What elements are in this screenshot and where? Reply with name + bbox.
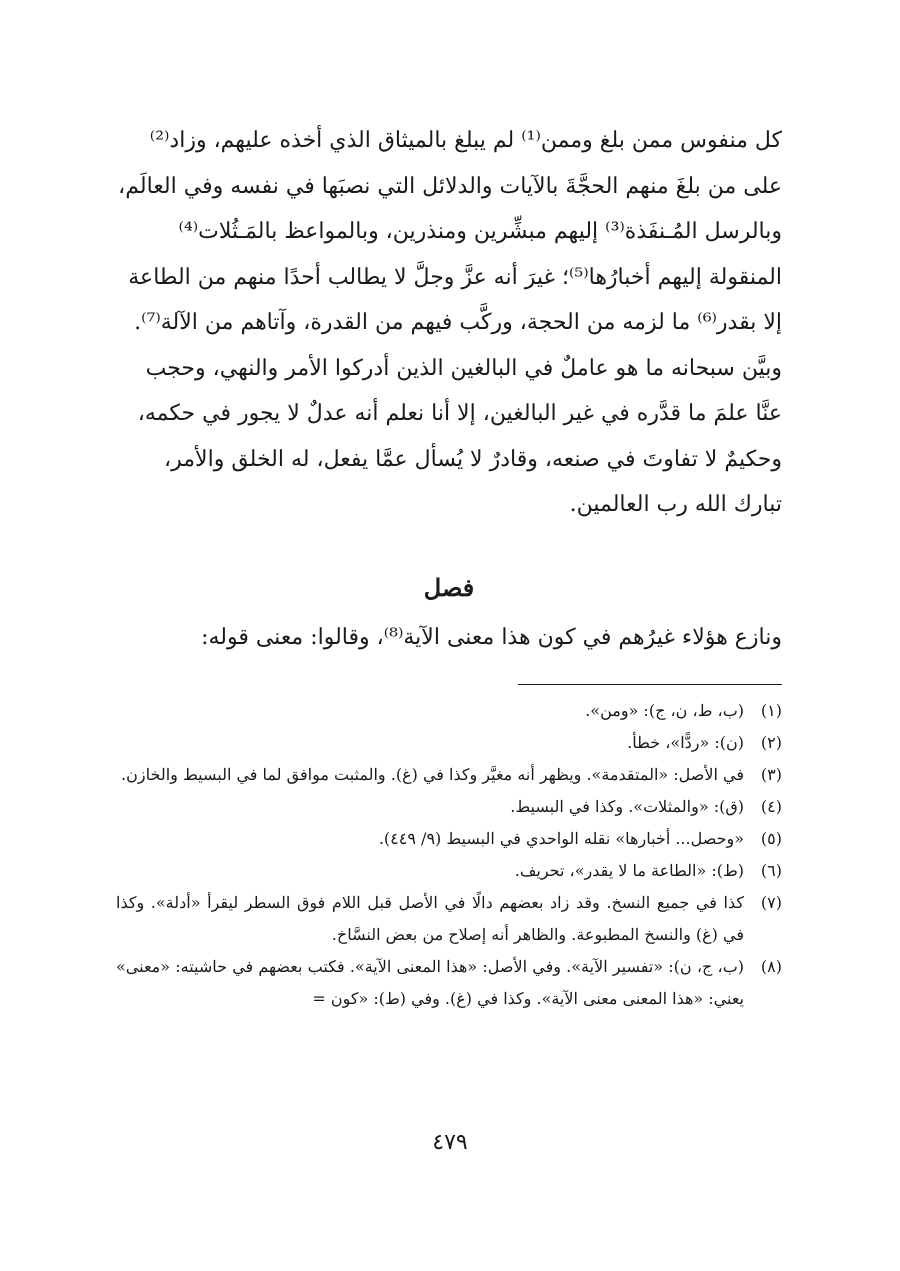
footnote-number: (٥) [760, 828, 782, 848]
footnote-number: (٦) [760, 860, 782, 880]
footnote-number: (٨) [760, 956, 782, 976]
footnote [116, 791, 782, 823]
main-body-text [116, 118, 782, 528]
footnote-text: (ب، ج، ن): «تفسير الآية». وفي الأصل: «هذا المعنى الآية». فكتب بعضهم في حاشيته: «معنى» يعني: «هذا المعنى معنى الآية». وكذا في (غ). وفي (ط): «كون = [116, 956, 744, 1008]
body-line: على من بلغَ منهم الحجَّةَ بالآيات والدلائل التي نصبَها في نفسه وفي العالَم، [118, 173, 782, 199]
footnote-number: (٧) [760, 892, 782, 912]
footnote-number: (٤) [760, 796, 782, 816]
footnote-separator [518, 684, 782, 685]
footnote [116, 951, 782, 1015]
footnote [116, 727, 782, 759]
footnote-text: (ن): «ردًّا»، خطأ. [627, 732, 744, 752]
footnote-text: (ط): «الطاعة ما لا يقدر»، تحريف. [514, 860, 744, 880]
footnote [116, 855, 782, 887]
book-page [116, 118, 782, 1015]
section-first-line: ونازع هؤلاء غيرُهم في كون هذا معنى الآية⁽⁸⁾، وقالوا: معنى قوله: [201, 624, 782, 650]
footnote [116, 823, 782, 855]
footnote-text: (ق): «والمثلات». وكذا في البسيط. [510, 796, 744, 816]
body-line: تبارك الله رب العالمين. [569, 492, 782, 517]
footnote [116, 887, 782, 951]
footnote-text: «وحصل... أخبارها» نقله الواحدي في البسيط (٩/ ٤٤٩). [378, 828, 744, 848]
footnote [116, 759, 782, 791]
footnote-number: (١) [760, 700, 782, 720]
footnotes [116, 695, 782, 1015]
body-line: إلا بقدر⁽⁶⁾ ما لزمه من الحجة، وركَّب فيهم من القدرة، وآتاهم من الآلة⁽⁷⁾. [134, 310, 782, 335]
footnote-number: (٣) [760, 764, 782, 784]
footnote-text: كذا في جميع النسخ. وقد زاد بعضهم دالًا في الأصل قبل اللام فوق السطر ليقرأ «أدلة». وكذا في (غ) والنسخ المطبوعة. والظاهر أنه إصلاح من بعض النسَّاخ. [116, 892, 744, 944]
body-line: عنَّا علمَ ما قدَّره في غير البالغين، إلا أنا نعلم أنه عدلٌ لا يجور في حكمه، [137, 401, 782, 426]
page-number: ٤٧٩ [432, 1130, 468, 1155]
section-heading: فصل [423, 572, 475, 602]
footnote-text: في الأصل: «المتقدمة». ويظهر أنه مغيَّر وكذا في (غ). والمثبت موافق لما في البسيط والخازن. [121, 764, 744, 784]
body-line: وبيَّن سبحانه ما هو عاملٌ في البالغين الذين أدركوا الأمر والنهي، وحجب [145, 355, 782, 381]
footnote-number: (٢) [760, 732, 782, 752]
body-line: كل منفوس ممن بلغ وممن⁽¹⁾ لم يبلغ بالميثاق الذي أخذه عليهم، وزاد⁽²⁾ [149, 128, 782, 153]
body-line: وحكيمٌ لا تفاوتَ في صنعه، وقادرٌ لا يُسأل عمَّا يفعل، له الخلق والأمر، [164, 446, 782, 472]
footnote-text: (ب، ط، ن، ج): «ومن». [585, 700, 744, 720]
footnote [116, 695, 782, 727]
body-line: وبالرسل المُـنفَذة⁽³⁾ إليهم مبشِّرين ومنذرين، وبالمواعظ بالمَـثُلات⁽⁴⁾ [178, 219, 782, 244]
body-line: المنقولة إليهم أخبارُها⁽⁵⁾؛ غيرَ أنه عزَّ وجلَّ لا يطالب أحدًا منهم من الطاعة [128, 264, 782, 290]
